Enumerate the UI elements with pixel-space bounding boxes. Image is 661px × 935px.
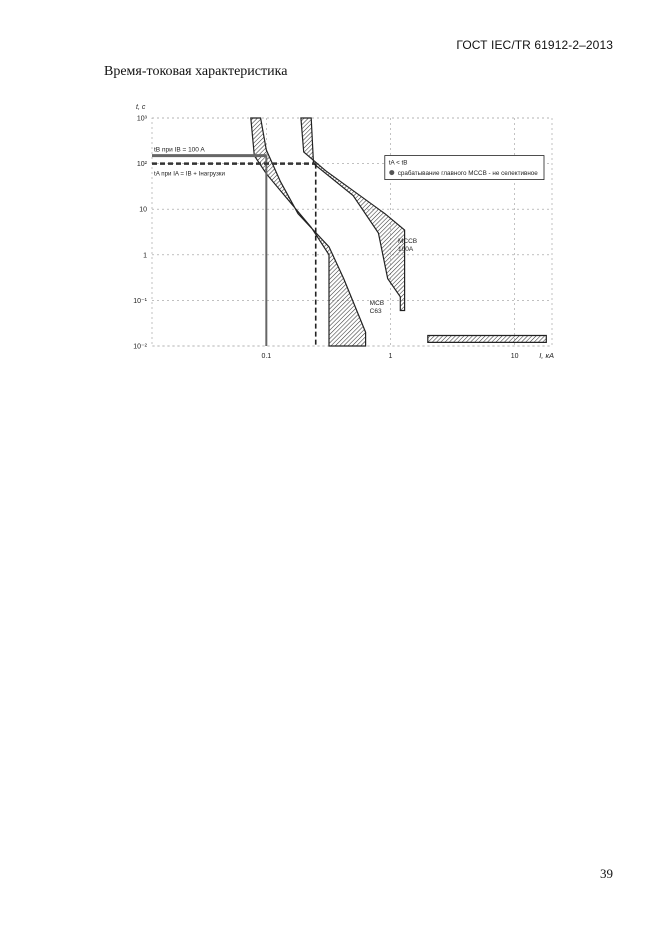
y-tick-label: 10² bbox=[136, 161, 147, 169]
mcb-label-line2: C63 bbox=[369, 307, 382, 315]
legend-text: срабатывание главного MCCB - не селективное bbox=[397, 170, 538, 178]
section-title: Время-токовая характеристика bbox=[104, 64, 288, 79]
y-tick-label: 1 bbox=[143, 252, 147, 260]
mccb-label-line1: MCCB bbox=[398, 238, 418, 246]
y-tick-label: 10³ bbox=[136, 115, 147, 123]
x-tick-label: 1 bbox=[388, 353, 393, 360]
legend-condition: tA < tB bbox=[388, 159, 408, 167]
standard-header: ГОСТ IEC/TR 61912-2–2013 bbox=[456, 38, 613, 52]
mcb-label-line1: MCB bbox=[369, 299, 385, 307]
ta-label: tA при IA = IB + Iнагрузки bbox=[154, 170, 225, 178]
x-tick-label: 0.1 bbox=[261, 353, 272, 360]
curve-band-mccb-100a-instantaneous bbox=[428, 336, 547, 343]
y-axis-label: t, с bbox=[136, 104, 146, 111]
x-tick-label: 10 bbox=[510, 353, 519, 360]
y-tick-label: 10⁻¹ bbox=[133, 297, 147, 305]
legend-bullet-icon bbox=[389, 170, 394, 175]
time-current-chart bbox=[118, 96, 568, 376]
page-number: 39 bbox=[600, 866, 613, 881]
x-axis-label: I, кА bbox=[539, 351, 554, 360]
mccb-label-line2: 100A bbox=[398, 246, 414, 254]
y-tick-label: 10⁻² bbox=[133, 343, 147, 351]
y-tick-label: 10 bbox=[139, 206, 147, 214]
tb-label: tB при IB = 100 A bbox=[154, 146, 205, 154]
